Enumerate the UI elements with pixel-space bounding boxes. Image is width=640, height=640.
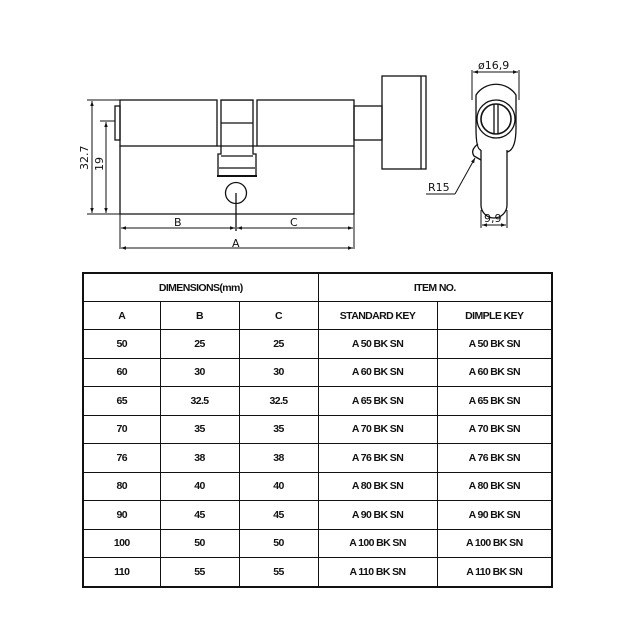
cell-c: 45	[239, 501, 318, 530]
cell-c: 32.5	[239, 387, 318, 416]
dim-label-diameter: ø16,9	[478, 59, 510, 72]
cell-b: 50	[160, 529, 239, 558]
dimensions-table	[82, 272, 553, 588]
cell-a: 70	[83, 415, 160, 444]
cell-a: 100	[83, 529, 160, 558]
table-row	[83, 415, 552, 444]
dim-label-b: B	[174, 216, 182, 229]
cell-a: 90	[83, 501, 160, 530]
table-row	[83, 387, 552, 416]
dimensions-header: DIMENSIONS(mm)	[83, 273, 318, 302]
dim-label-19: 19	[93, 157, 106, 171]
col-header-c: C	[239, 302, 318, 330]
cell-b: 38	[160, 444, 239, 473]
cell-b: 25	[160, 330, 239, 359]
cell-standard-key: A 110 BK SN	[318, 558, 437, 587]
thumbturn-knob	[382, 76, 426, 169]
dim-label-a: A	[232, 237, 240, 250]
cell-a: 50	[83, 330, 160, 359]
cell-dimple-key: A 65 BK SN	[437, 387, 552, 416]
cylinder-lock-technical-drawing	[0, 0, 640, 270]
cell-c: 25	[239, 330, 318, 359]
cell-dimple-key: A 100 BK SN	[437, 529, 552, 558]
dim-label-radius: R15	[428, 181, 450, 194]
cell-b: 32.5	[160, 387, 239, 416]
item-no-header: ITEM NO.	[318, 273, 552, 302]
plug-circle	[477, 100, 515, 138]
cell-standard-key: A 50 BK SN	[318, 330, 437, 359]
table-row	[83, 558, 552, 587]
cell-dimple-key: A 60 BK SN	[437, 358, 552, 387]
cell-a: 110	[83, 558, 160, 587]
cell-c: 35	[239, 415, 318, 444]
table-row	[83, 472, 552, 501]
cell-standard-key: A 70 BK SN	[318, 415, 437, 444]
column-header-row	[83, 302, 552, 330]
cell-dimple-key: A 76 BK SN	[437, 444, 552, 473]
cell-b: 55	[160, 558, 239, 587]
cell-dimple-key: A 110 BK SN	[437, 558, 552, 587]
cell-c: 38	[239, 444, 318, 473]
cell-b: 45	[160, 501, 239, 530]
side-dimensions	[426, 70, 519, 228]
group-header-row	[83, 273, 552, 302]
cell-c: 50	[239, 529, 318, 558]
cell-standard-key: A 100 BK SN	[318, 529, 437, 558]
cell-a: 80	[83, 472, 160, 501]
table-row	[83, 358, 552, 387]
col-header-dimple-key: DIMPLE KEY	[437, 302, 552, 330]
cell-a: 76	[83, 444, 160, 473]
cell-a: 60	[83, 358, 160, 387]
cell-dimple-key: A 50 BK SN	[437, 330, 552, 359]
table-row	[83, 330, 552, 359]
cell-c: 30	[239, 358, 318, 387]
side-view	[473, 84, 516, 218]
table-row	[83, 444, 552, 473]
cell-standard-key: A 80 BK SN	[318, 472, 437, 501]
cell-standard-key: A 60 BK SN	[318, 358, 437, 387]
cell-c: 40	[239, 472, 318, 501]
dim-label-bottom-width: 9,9	[484, 212, 502, 225]
table-row	[83, 501, 552, 530]
front-view	[115, 76, 426, 231]
col-header-b: B	[160, 302, 239, 330]
col-header-standard-key: STANDARD KEY	[318, 302, 437, 330]
cell-dimple-key: A 90 BK SN	[437, 501, 552, 530]
table-row	[83, 529, 552, 558]
cell-b: 35	[160, 415, 239, 444]
cell-b: 40	[160, 472, 239, 501]
cam-slot	[217, 100, 257, 176]
cell-a: 65	[83, 387, 160, 416]
cell-dimple-key: A 80 BK SN	[437, 472, 552, 501]
col-header-a: A	[83, 302, 160, 330]
cell-standard-key: A 90 BK SN	[318, 501, 437, 530]
cell-b: 30	[160, 358, 239, 387]
cell-standard-key: A 76 BK SN	[318, 444, 437, 473]
cell-dimple-key: A 70 BK SN	[437, 415, 552, 444]
dim-label-c: C	[290, 216, 298, 229]
dim-label-32-7: 32.7	[78, 145, 91, 170]
cell-standard-key: A 65 BK SN	[318, 387, 437, 416]
cell-c: 55	[239, 558, 318, 587]
